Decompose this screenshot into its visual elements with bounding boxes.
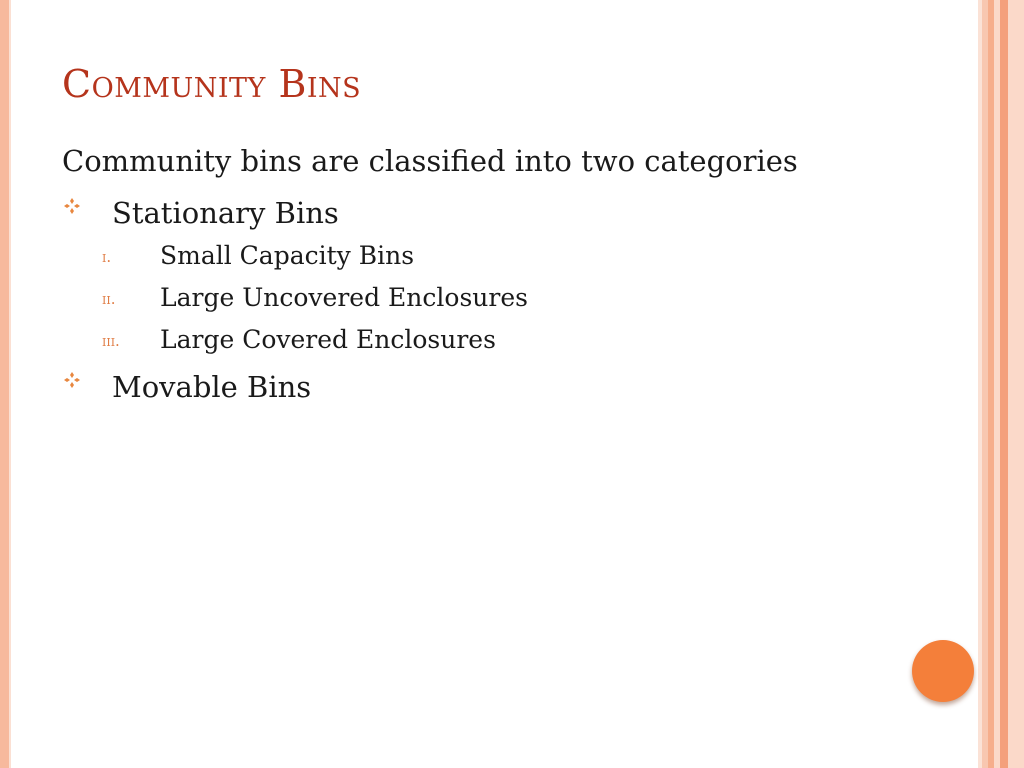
- bullet-label: Stationary Bins: [112, 196, 339, 230]
- right-decor-band: [1000, 0, 1008, 768]
- slide-title: Community Bins: [62, 62, 362, 106]
- orange-circle-decoration: [912, 640, 974, 702]
- sub-item-label: Large Covered Enclosures: [160, 325, 496, 354]
- right-decor-band: [1008, 0, 1024, 768]
- roman-numeral-marker: iii.: [102, 332, 120, 350]
- roman-numeral-marker: i.: [102, 248, 112, 266]
- left-border-highlight: [9, 0, 11, 768]
- sub-item-label: Large Uncovered Enclosures: [160, 283, 528, 312]
- intro-text: Community bins are classified into two categories: [62, 144, 798, 178]
- diamond-bullet-icon: [64, 372, 80, 388]
- sub-item-label: Small Capacity Bins: [160, 241, 415, 270]
- diamond-bullet-icon: [64, 198, 80, 214]
- roman-numeral-marker: ii.: [102, 290, 116, 308]
- left-border-stripe: [0, 0, 9, 768]
- bullet-label: Movable Bins: [112, 370, 312, 404]
